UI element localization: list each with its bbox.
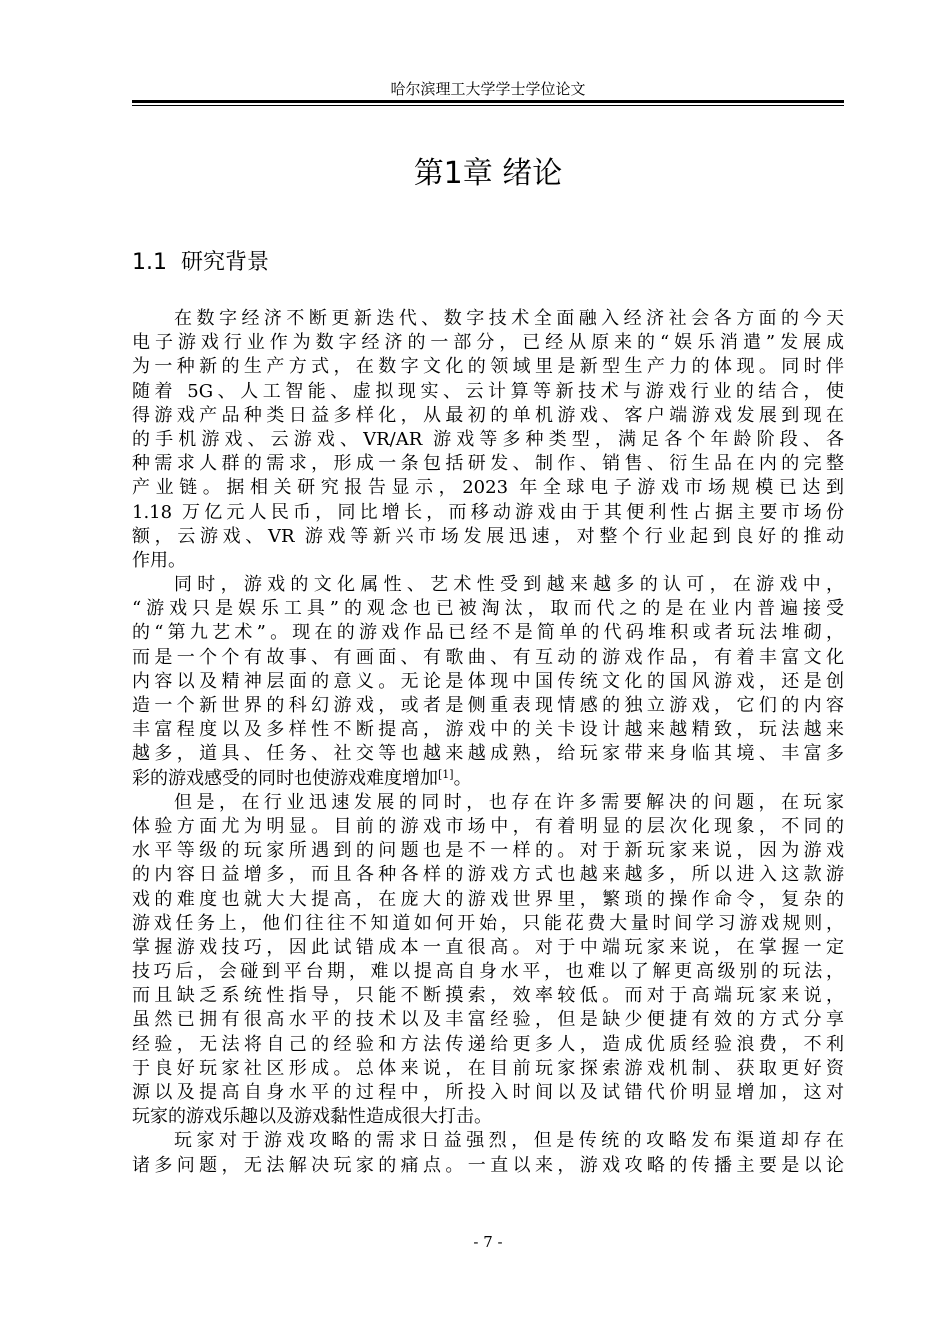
- text-line: 电子游戏行业作为数字经济的一部分，已经从原来的“娱乐消遣”发展成: [132, 332, 844, 354]
- text-line: 的内容日益增多，而且各种各样的游戏方式也越来越多，所以进入这款游: [132, 864, 844, 886]
- text-line: 内容以及精神层面的意义。无论是体现中国传统文化的国风游戏，还是创: [132, 670, 844, 692]
- paragraph: [132, 307, 844, 573]
- text-line: 虽然已拥有很高水平的技术以及丰富经验，但是缺少便捷有效的方式分享: [132, 1009, 844, 1031]
- text-line: 但是，在行业迅速发展的同时，也存在许多需要解决的问题，在玩家: [174, 791, 844, 813]
- text-line: 为一种新的生产方式，在数字文化的领域里是新型生产力的体现。同时伴: [132, 356, 844, 378]
- header-rule-thick: [132, 100, 844, 103]
- text-line: 的手机游戏、云游戏、VR/AR 游戏等多种类型，满足各个年龄阶段、各: [132, 428, 844, 450]
- text-line: 玩家的游戏乐趣以及游戏黏性造成很大打击。: [132, 1106, 492, 1128]
- chapter-title: 第1章 绪论: [413, 156, 563, 191]
- text-line: 1.18 万亿元人民币，同比增长，而移动游戏由于其便利性占据主要市场份: [132, 501, 844, 523]
- text-line: 掌握游戏技巧，因此试错成本一直很高。对于中端玩家来说，在掌握一定: [132, 936, 844, 958]
- citation-ref: [1]: [438, 767, 454, 781]
- text-line: 彩的游戏感受的同时也使游戏难度增加[1]。: [132, 767, 472, 789]
- page-number: - 7 -: [473, 1233, 503, 1251]
- text-line: 得游戏产品种类日益多样化，从最初的单机游戏、客户端游戏发展到现在: [132, 404, 844, 426]
- text-line: 诸多问题，无法解决玩家的痛点。一直以来，游戏攻略的传播主要是以论: [132, 1154, 844, 1176]
- running-header: 哈尔滨理工大学学士学位论文: [390, 80, 586, 98]
- text-line: 丰富程度以及多样性不断提高，游戏中的关卡设计越来越精致，玩法越来: [132, 719, 844, 741]
- header-rule-thin: [132, 105, 844, 106]
- paragraph: [132, 791, 844, 1130]
- section-number: 1.1: [132, 250, 167, 275]
- text-line: 作用。: [132, 549, 186, 571]
- text-line: 额，云游戏、VR 游戏等新兴市场发展迅速，对整个行业起到良好的推动: [132, 525, 844, 547]
- text-line: 种需求人群的需求，形成一条包括研发、制作、销售、衍生品在内的完整: [132, 453, 844, 475]
- text-line: 造一个新世界的科幻游戏，或者是侧重表现情感的独立游戏，它们的内容: [132, 695, 844, 716]
- text-line: 而是一个个有故事、有画面、有歌曲、有互动的游戏作品，有着丰富文化: [132, 646, 844, 668]
- text-line: 于良好玩家社区形成。总体来说，在目前玩家探索游戏机制、获取更好资: [132, 1057, 844, 1079]
- paragraph: [132, 573, 844, 791]
- text-line: 同时，游戏的文化属性、艺术性受到越来越多的认可，在游戏中，: [174, 574, 844, 596]
- text-line: 越多，道具、任务、社交等也越来越成熟，给玩家带来身临其境、丰富多: [132, 743, 844, 765]
- text-line: 技巧后，会碰到平台期，难以提高自身水平，也难以了解更高级别的玩法，: [132, 961, 844, 983]
- text-line: 游戏任务上，他们往往不知道如何开始，只能花费大量时间学习游戏规则，: [132, 912, 844, 934]
- paragraph: [132, 1129, 844, 1177]
- text-line: 的“第九艺术”。现在的游戏作品已经不是简单的代码堆积或者玩法堆砌，: [132, 622, 844, 644]
- text-line: “游戏只是娱乐工具”的观念也已被淘汰，取而代之的是在业内普遍接受: [132, 598, 844, 620]
- text-line: 源以及提高自身水平的过程中，所投入时间以及试错代价明显增加，这对: [132, 1082, 844, 1103]
- text-line: 经验，无法将自己的经验和方法传递给更多人，造成优质经验浪费，不利: [132, 1033, 844, 1055]
- text-line: 产业链。据相关研究报告显示，2023 年全球电子游戏市场规模已达到: [132, 477, 844, 499]
- text-line: 而且缺乏系统性指导，只能不断摸索，效率较低。而对于高端玩家来说，: [132, 985, 844, 1007]
- text-line: 戏的难度也就大大提高，在庞大的游戏世界里，繁琐的操作命令，复杂的: [132, 888, 844, 910]
- section-heading: [132, 246, 269, 280]
- text-line: 体验方面尤为明显。目前的游戏市场中，有着明显的层次化现象，不同的: [132, 815, 844, 837]
- text-line: 水平等级的玩家所遇到的问题也是不一样的。对于新玩家来说，因为游戏: [132, 840, 844, 862]
- text-line: 在数字经济不断更新迭代、数字技术全面融入经济社会各方面的今天: [174, 308, 844, 329]
- section-title: 研究背景: [181, 250, 270, 275]
- text-line: 随着 5G、人工智能、虚拟现实、云计算等新技术与游戏行业的结合，使: [132, 380, 844, 402]
- body-text: [132, 307, 844, 1178]
- text-line: 玩家对于游戏攻略的需求日益强烈，但是传统的攻略发布渠道却存在: [174, 1130, 844, 1152]
